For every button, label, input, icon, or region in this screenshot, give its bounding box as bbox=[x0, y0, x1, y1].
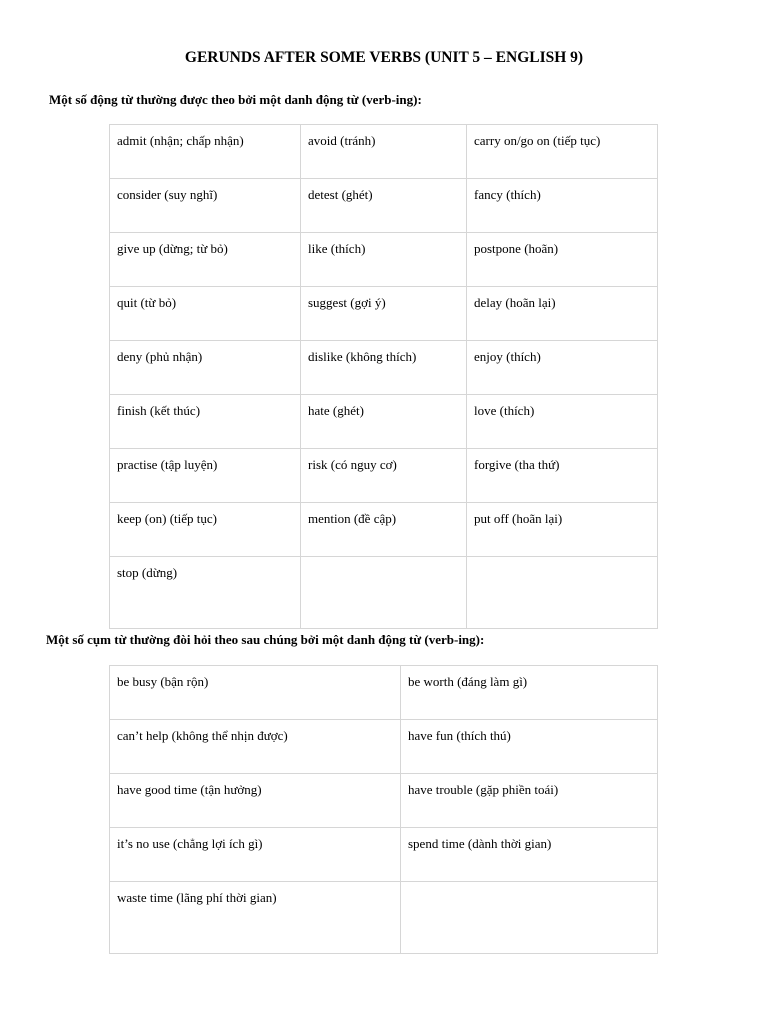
table-cell: suggest (gợi ý) bbox=[301, 287, 467, 341]
table-row bbox=[110, 882, 658, 954]
table-cell: finish (kết thúc) bbox=[110, 395, 301, 449]
table-cell: forgive (tha thứ) bbox=[467, 449, 658, 503]
table-row bbox=[110, 179, 658, 233]
table-cell: avoid (tránh) bbox=[301, 125, 467, 179]
table-cell: be worth (đáng làm gì) bbox=[401, 666, 658, 720]
table-cell: enjoy (thích) bbox=[467, 341, 658, 395]
table-row bbox=[110, 720, 658, 774]
table-cell: practise (tập luyện) bbox=[110, 449, 301, 503]
table-row bbox=[110, 666, 658, 720]
table-cell bbox=[467, 557, 658, 629]
page-title: GERUNDS AFTER SOME VERBS (UNIT 5 – ENGLISH 9) bbox=[184, 49, 584, 66]
table-cell: keep (on) (tiếp tục) bbox=[110, 503, 301, 557]
table-row bbox=[110, 287, 658, 341]
table-cell: mention (đề cập) bbox=[301, 503, 467, 557]
table-cell: have good time (tận hưởng) bbox=[110, 774, 401, 828]
table-row bbox=[110, 125, 658, 179]
table-cell: deny (phủ nhận) bbox=[110, 341, 301, 395]
table-row bbox=[110, 774, 658, 828]
table-row bbox=[110, 503, 658, 557]
table-cell: postpone (hoãn) bbox=[467, 233, 658, 287]
table-cell bbox=[401, 882, 658, 954]
table-row bbox=[110, 557, 658, 629]
table-cell: risk (có nguy cơ) bbox=[301, 449, 467, 503]
table-cell bbox=[301, 557, 467, 629]
table-cell: stop (dừng) bbox=[110, 557, 301, 629]
table-cell: give up (dừng; từ bỏ) bbox=[110, 233, 301, 287]
phrases-table bbox=[109, 665, 658, 954]
table-cell: it’s no use (chẳng lợi ích gì) bbox=[110, 828, 401, 882]
table-cell: have fun (thích thú) bbox=[401, 720, 658, 774]
table-cell: spend time (dành thời gian) bbox=[401, 828, 658, 882]
table-cell: put off (hoãn lại) bbox=[467, 503, 658, 557]
table-cell: waste time (lãng phí thời gian) bbox=[110, 882, 401, 954]
table-cell: consider (suy nghĩ) bbox=[110, 179, 301, 233]
table-row bbox=[110, 395, 658, 449]
section-heading-verbs: Một số động từ thường được theo bởi một danh động từ (verb-ing): bbox=[49, 92, 422, 107]
table-cell: quit (từ bỏ) bbox=[110, 287, 301, 341]
table-row bbox=[110, 828, 658, 882]
table-cell: delay (hoãn lại) bbox=[467, 287, 658, 341]
table-cell: have trouble (gặp phiền toái) bbox=[401, 774, 658, 828]
table-cell: fancy (thích) bbox=[467, 179, 658, 233]
table-cell: be busy (bận rộn) bbox=[110, 666, 401, 720]
table-cell: dislike (không thích) bbox=[301, 341, 467, 395]
table-cell: admit (nhận; chấp nhận) bbox=[110, 125, 301, 179]
table-cell: love (thích) bbox=[467, 395, 658, 449]
table-row bbox=[110, 449, 658, 503]
verbs-table bbox=[109, 124, 658, 629]
table-cell: carry on/go on (tiếp tục) bbox=[467, 125, 658, 179]
table-cell: detest (ghét) bbox=[301, 179, 467, 233]
table-row bbox=[110, 233, 658, 287]
table-cell: hate (ghét) bbox=[301, 395, 467, 449]
table-row bbox=[110, 341, 658, 395]
table-cell: can’t help (không thể nhịn được) bbox=[110, 720, 401, 774]
section-heading-phrases: Một số cụm từ thường đòi hỏi theo sau chúng bởi một danh động từ (verb-ing): bbox=[46, 632, 485, 647]
table-cell: like (thích) bbox=[301, 233, 467, 287]
